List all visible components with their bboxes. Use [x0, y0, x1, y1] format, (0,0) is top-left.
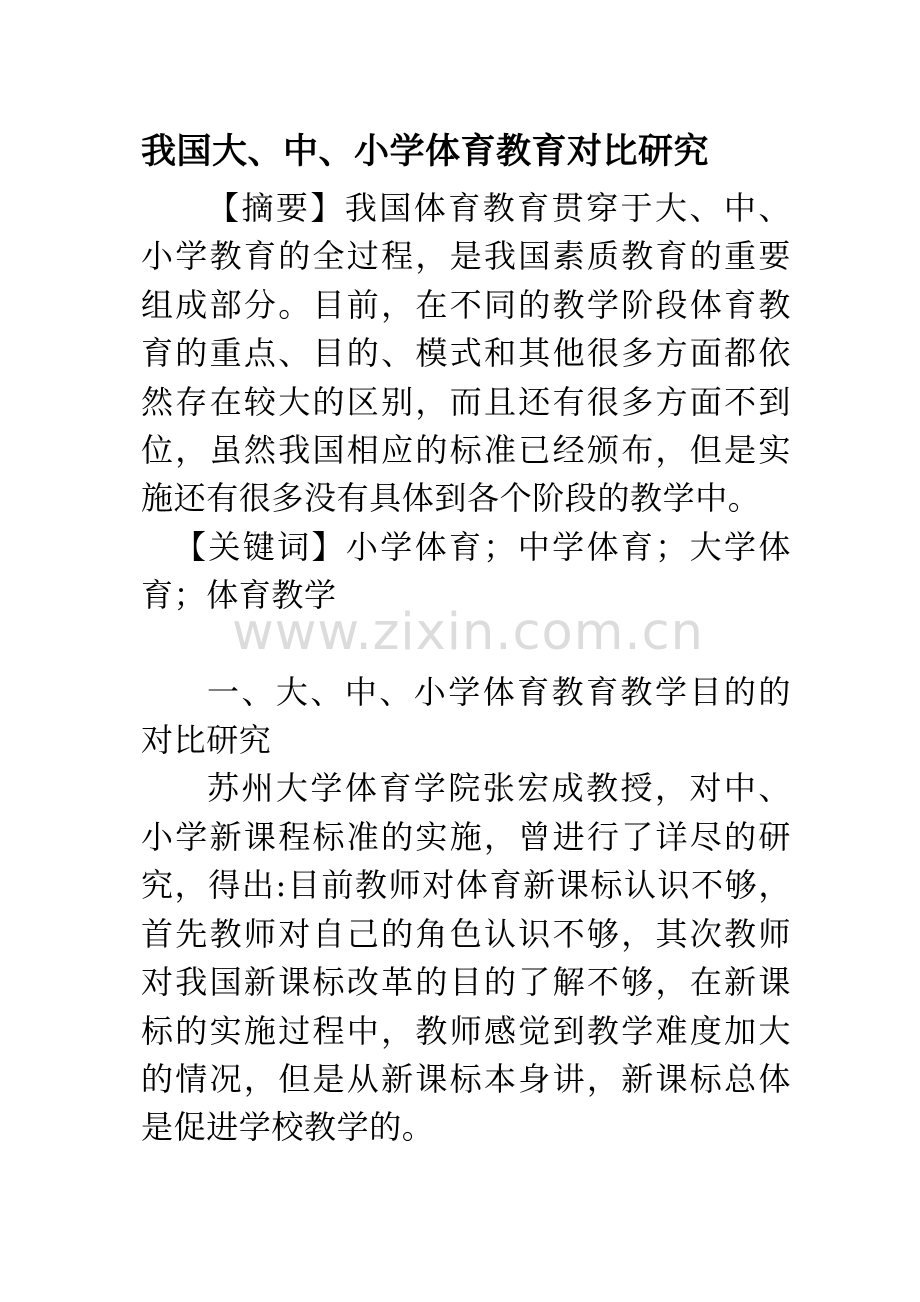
spacer: [141, 620, 791, 668]
section-body-paragraph: 苏州大学体育学院张宏成教授，对中、小学新课程标准的实施，曾进行了详尽的研究，得出:目前教师对体育新课标认识不够，首先教师对自己的角色认识不够，其次教师对我国新课标改革的目的了解不够，在新课标的实施过程中，教师感觉到教学难度加大的情况，但是从新课标本身讲，新课标总体是促进学校教学的。: [141, 769, 791, 1147]
watermark: www.zixin.com.cn: [232, 603, 704, 662]
document-title: 我国大、中、小学体育教育对比研究: [141, 132, 710, 172]
document-page: [141, 120, 791, 1152]
keywords-paragraph: 【关键词】小学体育；中学体育；大学体育；体育教学: [141, 527, 791, 615]
abstract-paragraph: 【摘要】我国体育教育贯穿于大、中、小学教育的全过程，是我国素质教育的重要组成部分。目前，在不同的教学阶段体育教育的重点、目的、模式和其他很多方面都依然存在较大的区别，而且还有很多方面不到位，虽然我国相应的标准已经颁布，但是实施还有很多没有具体到各个阶段的教学中。: [141, 189, 791, 518]
section-heading: 一、大、中、小学体育教育教学目的的对比研究: [141, 672, 791, 760]
